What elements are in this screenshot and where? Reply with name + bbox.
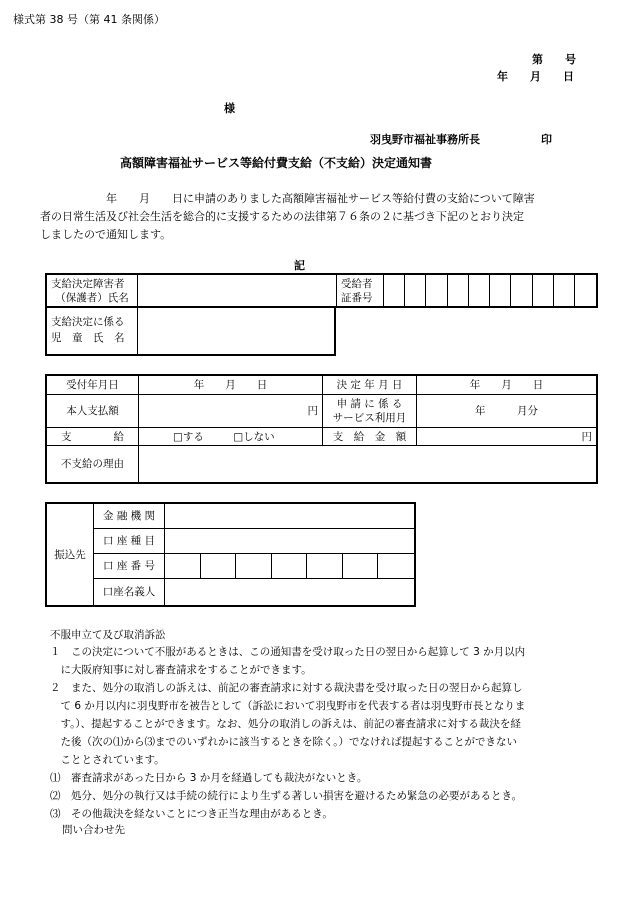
- account-digit-cell[interactable]: [307, 553, 343, 578]
- document-date: 年 月 日: [497, 70, 574, 83]
- child-name-label: 支給決定に係る 児 童 氏 名: [46, 306, 138, 355]
- received-date-value[interactable]: 年 月 日: [139, 375, 323, 394]
- amount-value[interactable]: 円: [417, 427, 598, 445]
- account-holder-field[interactable]: [165, 578, 416, 606]
- decision-date-value[interactable]: 年 月 日: [417, 375, 598, 394]
- contact-label: 問い合わせ先: [62, 824, 125, 836]
- account-type-label: 口 座 種 目: [94, 528, 165, 553]
- reason-label: 不支給の理由: [46, 445, 139, 483]
- transfer-label: 振込先: [46, 503, 94, 606]
- cert-digit-cell[interactable]: [468, 274, 489, 307]
- cert-digit-cell[interactable]: [447, 274, 468, 307]
- intro-paragraph: [40, 190, 535, 244]
- appeal-line: て 6 か月以内に羽曳野市を被告として（訴訟において羽曳野市を代表する者は羽曳野市長となりま: [50, 700, 526, 712]
- transfer-table: [45, 502, 416, 607]
- cert-digit-cell[interactable]: [490, 274, 511, 307]
- account-digit-cell[interactable]: [378, 553, 416, 578]
- account-holder-label: 口座名義人: [94, 578, 165, 606]
- cert-digit-cell[interactable]: [553, 274, 574, 307]
- option-pay-checkbox[interactable]: □する: [173, 430, 204, 443]
- certificate-number-label: 受給者 証番号: [337, 274, 384, 307]
- intro-line: しましたので通知します。: [40, 228, 172, 241]
- appeal-notes: [50, 643, 525, 823]
- child-table: [45, 306, 336, 356]
- document-number: 第 号: [532, 53, 576, 66]
- cert-digit-cell[interactable]: [426, 274, 447, 307]
- issuer-name: 羽曳野市福祉事務所長: [370, 133, 480, 146]
- seal-mark: 印: [541, 133, 552, 146]
- appeal-line: た後（次の⑴から⑶までのいずれかに該当するときを除く。）でなければ提起することができない: [50, 736, 518, 748]
- appeal-heading: 不服申立て及び取消訴訟: [50, 629, 166, 641]
- account-digit-cell[interactable]: [200, 553, 236, 578]
- recipient-name-label: 支給決定障害者 （保護者）氏名: [46, 274, 138, 307]
- self-pay-value[interactable]: 円: [139, 394, 323, 427]
- form-number: 様式第 38 号（第 41 条関係）: [13, 13, 165, 26]
- appeal-line: す。）、提起することができます。なお、処分の取消しの訴えは、前記の審査請求に対する裁決を経: [50, 718, 521, 730]
- cert-digit-cell[interactable]: [405, 274, 426, 307]
- account-type-field[interactable]: [165, 528, 416, 553]
- account-digit-cell[interactable]: [271, 553, 307, 578]
- appeal-line: こととされています。: [50, 754, 165, 766]
- cert-digit-cell[interactable]: [574, 274, 597, 307]
- bank-field[interactable]: [165, 503, 416, 528]
- appeal-line: １ この決定について不服があるときは、この通知書を受け取った日の翌日から起算して 3 か月以内: [50, 646, 526, 658]
- cert-digit-cell[interactable]: [511, 274, 532, 307]
- recipient-table: [45, 273, 598, 308]
- child-name-field[interactable]: [138, 306, 336, 355]
- ki-mark: 記: [294, 259, 305, 272]
- payment-label: 支 給: [46, 427, 139, 445]
- decision-date-label: 決 定 年 月 日: [323, 375, 417, 394]
- addressee-suffix: 様: [224, 102, 235, 115]
- document-title: 高額障害福祉サービス等給付費支給（不支給）決定通知書: [120, 156, 433, 170]
- option-nopay-checkbox[interactable]: □しない: [233, 430, 275, 443]
- payment-options: [139, 427, 323, 445]
- decision-table: [45, 374, 598, 484]
- cert-digit-cell[interactable]: [532, 274, 553, 307]
- intro-line: 年 月 日に申請のありました高額障害福祉サービス等給付費の支給について障害: [40, 192, 535, 205]
- cert-digit-cell[interactable]: [384, 274, 405, 307]
- bank-label: 金 融 機 関: [94, 503, 165, 528]
- account-number-label: 口 座 番 号: [94, 553, 165, 578]
- service-month-value[interactable]: 年 月分: [417, 394, 598, 427]
- recipient-name-field[interactable]: [138, 274, 337, 307]
- appeal-line: ２ また、処分の取消しの訴えは、前記の審査請求に対する裁決書を受け取った日の翌日から起算し: [50, 682, 523, 694]
- received-date-label: 受付年月日: [46, 375, 139, 394]
- service-month-label: 申 請 に 係 る サービス利用月: [323, 394, 417, 427]
- account-digit-cell[interactable]: [236, 553, 272, 578]
- appeal-line: ⑵ 処分、処分の執行又は手続の続行により生ずる著しい損害を避けるため緊急の必要があるとき。: [50, 790, 523, 802]
- account-digit-cell[interactable]: [165, 553, 201, 578]
- appeal-line: ⑶ その他裁決を経ないことにつき正当な理由があるとき。: [50, 808, 333, 820]
- account-digit-cell[interactable]: [342, 553, 378, 578]
- reason-field[interactable]: [139, 445, 598, 483]
- appeal-line: に大阪府知事に対し審査請求をすることができます。: [50, 664, 312, 676]
- appeal-line: ⑴ 審査請求があった日から 3 か月を経過しても裁決がないとき。: [50, 772, 368, 784]
- intro-line: 者の日常生活及び社会生活を総合的に支援するための法律第７６条の２に基づき下記のとおり決定: [40, 210, 524, 223]
- amount-label: 支 給 金 額: [323, 427, 417, 445]
- self-pay-label: 本人支払額: [46, 394, 139, 427]
